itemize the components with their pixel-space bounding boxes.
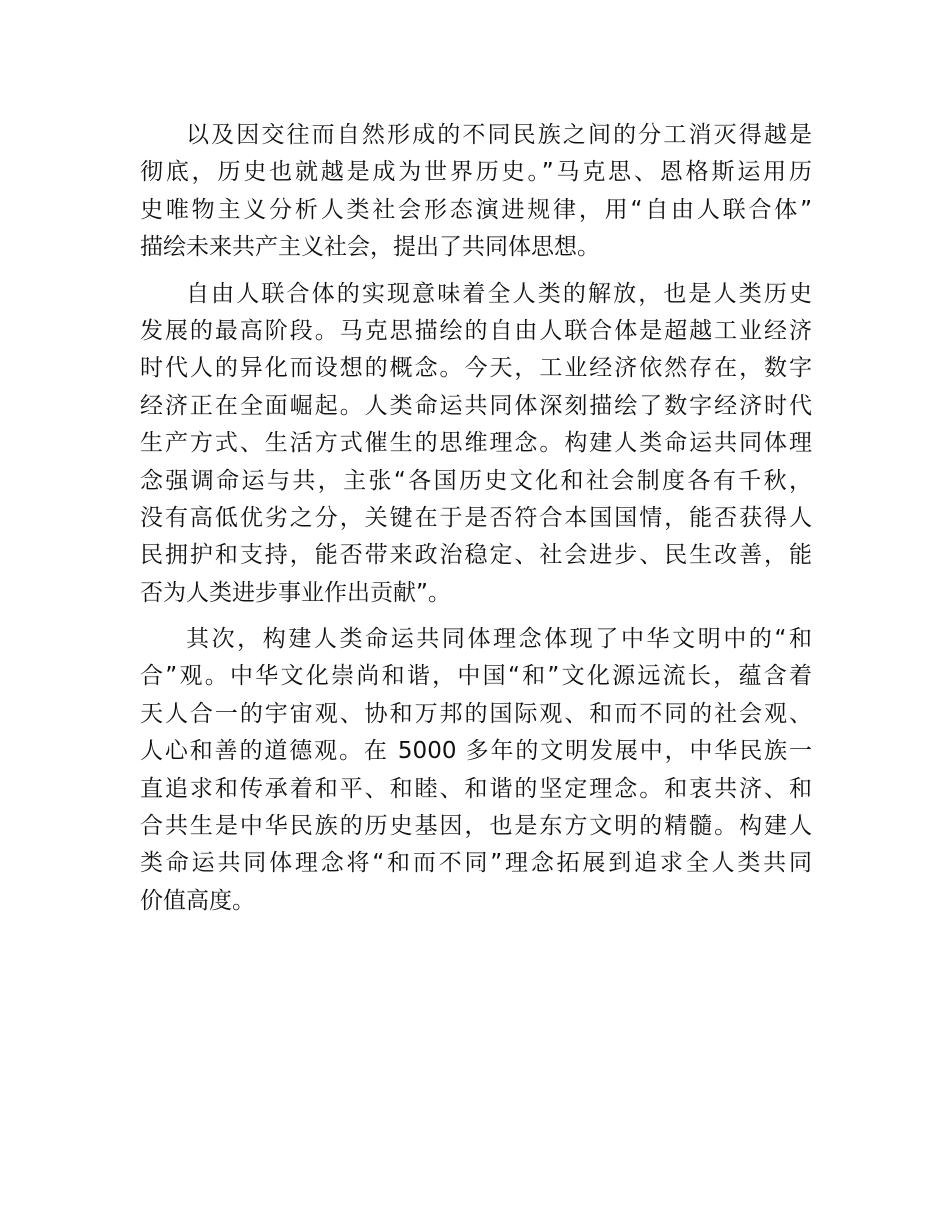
paragraph-1 xyxy=(140,117,812,267)
text-line: 史唯物主义分析人类社会形态演进规律，用“自由人联合体” xyxy=(140,196,812,223)
text-line: 自由人联合体的实现意味着全人类的解放，也是人类历史 xyxy=(186,280,812,307)
text-line: 彻底，历史也就越是成为世界历史。”马克思、恩格斯运用历 xyxy=(140,159,812,186)
text-line: 念强调命运与共，主张“各国历史文化和社会制度各有千秋， xyxy=(140,467,812,494)
text-line: 民拥护和支持，能否带来政治稳定、社会进步、民生改善，能 xyxy=(140,542,812,569)
text-line: 直追求和传承着和平、和睦、和谐的坚定理念。和衷共济、和 xyxy=(140,775,812,802)
text-line: 时代人的异化而设想的概念。今天，工业经济依然存在，数字 xyxy=(140,355,812,382)
text-line: 合共生是中华民族的历史基因，也是东方文明的精髓。构建人 xyxy=(140,813,812,840)
text-line: 经济正在全面崛起。人类命运共同体深刻描绘了数字经济时代 xyxy=(140,392,812,419)
text-line: 人心和善的道德观。在 5000 多年的文明发展中，中华民族一 xyxy=(140,738,812,765)
paragraph-3 xyxy=(140,621,812,920)
text-line: 描绘未来共产主义社会，提出了共同体思想。 xyxy=(140,234,600,261)
text-line: 发展的最高阶段。马克思描绘的自由人联合体是超越工业经济 xyxy=(140,317,812,344)
text-line: 价值高度。 xyxy=(140,887,255,914)
text-line: 合”观。中华文化崇尚和谐，中国“和”文化源远流长，蕴含着 xyxy=(140,663,812,690)
document-body xyxy=(140,117,812,929)
text-line: 没有高低优劣之分，关键在于是否符合本国国情，能否获得人 xyxy=(140,504,812,531)
text-line: 生产方式、生活方式催生的思维理念。构建人类命运共同体理 xyxy=(140,430,812,457)
text-line: 以及因交往而自然形成的不同民族之间的分工消灭得越是 xyxy=(186,122,812,148)
text-line: 类命运共同体理念将“和而不同”理念拓展到追求全人类共同 xyxy=(140,850,812,877)
text-line: 否为人类进步事业作出贡献”。 xyxy=(140,579,451,606)
text-line: 其次，构建人类命运共同体理念体现了中华文明中的“和 xyxy=(186,626,812,653)
paragraph-2 xyxy=(140,276,812,613)
text-line: 天人合一的宇宙观、协和万邦的国际观、和而不同的社会观、 xyxy=(140,700,812,727)
